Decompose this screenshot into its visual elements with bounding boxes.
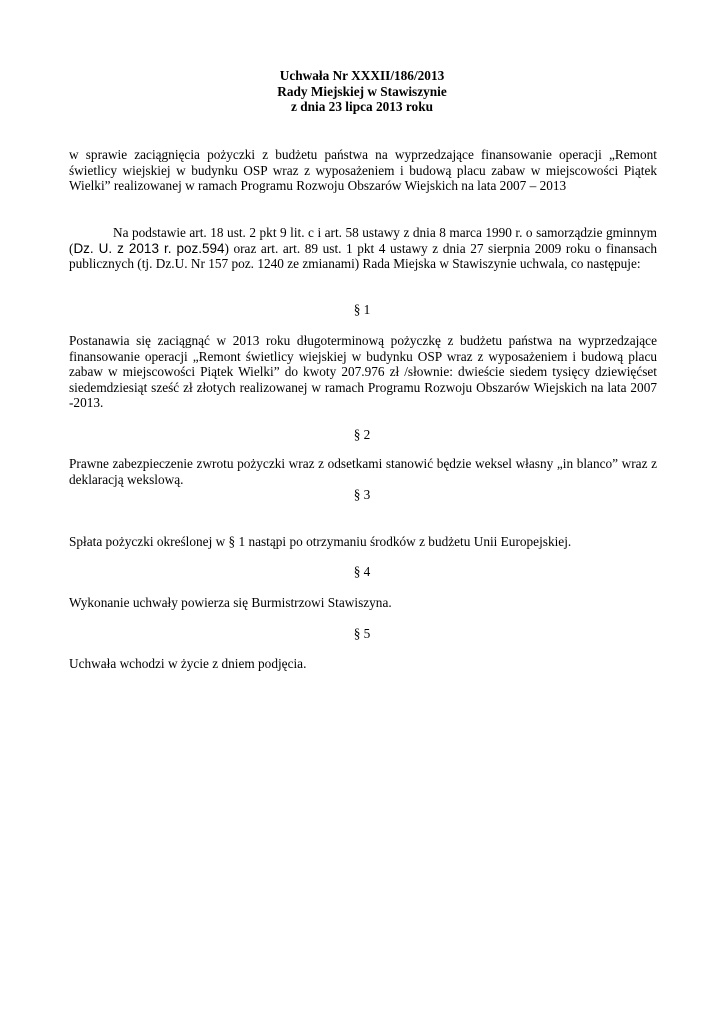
section-sign-3: § 3: [353, 487, 371, 502]
resolution-header: [0, 68, 724, 115]
section-text-2: Prawne zabezpieczenie zwrotu pożyczki wraz z odsetkami stanowić będzie weksel własny „in blanco” wraz z deklaracją wekslową.: [69, 456, 657, 487]
section-sign-5: § 5: [353, 626, 371, 641]
section-text-3: Spłata pożyczki określonej w § 1 nastąpi po otrzymaniu środków z budżetu Unii Europejskiej.: [69, 534, 572, 549]
section-sign-4: § 4: [353, 564, 371, 579]
resolution-number: Uchwała Nr XXXII/186/2013: [279, 68, 445, 83]
legal-basis-part1: Na podstawie art. 18 ust. 2 pkt 9 lit. c i art. 58 ustawy z dnia 8 marca 1990 r. o samorządzie gminnym (: [69, 225, 657, 256]
legal-basis-reference: Dz. U. z 2013 r. poz.594: [73, 240, 225, 256]
legal-basis: [69, 225, 657, 272]
section-text-1: Postanawia się zaciągnąć w 2013 roku długoterminową pożyczkę z budżetu państwa na wyprzedzające finansowanie operacji „Remont świetlicy wiejskiej w budynku OSP wraz z wyposażeniem i budową placu zabaw w miejscowości Piątek Wielki” do kwoty 207.976 zł /słownie: dwieście siedem tysięcy dziewięćset siedemdziesiąt sześć zł złotych realizowanej w ramach Programu Rozwoju Obszarów Wiejskich na lata 2007 -2013.: [69, 333, 657, 411]
section-text-5: Uchwała wchodzi w życie z dniem podjęcia.: [69, 656, 307, 671]
council-name: Rady Miejskiej w Stawiszynie: [277, 83, 447, 99]
legal-basis-part2: ) oraz art. art. 89 ust. 1 pkt 4 ustawy z dnia 27 sierpnia 2009 roku o finansach publicznych (tj. Dz.U. Nr 157 poz. 1240 ze zmianami) Rada Miejska w Stawiszynie uchwala, co następuje:: [69, 240, 657, 272]
section-text-4: Wykonanie uchwały powierza się Burmistrzowi Stawiszyna.: [69, 595, 392, 610]
section-sign-1: § 1: [353, 302, 371, 317]
resolution-subject: w sprawie zaciągnięcia pożyczki z budżetu państwa na wyprzedzające finansowanie operacji „Remont świetlicy wiejskiej w budynku OSP wraz z wyposażeniem i budową placu zabaw w miejscowości Piątek Wielki” realizowanej w ramach Programu Rozwoju Obszarów Wiejskich na lata 2007 – 2013: [69, 147, 657, 194]
resolution-date: z dnia 23 lipca 2013 roku: [291, 99, 433, 114]
section-sign-2: § 2: [353, 427, 371, 442]
